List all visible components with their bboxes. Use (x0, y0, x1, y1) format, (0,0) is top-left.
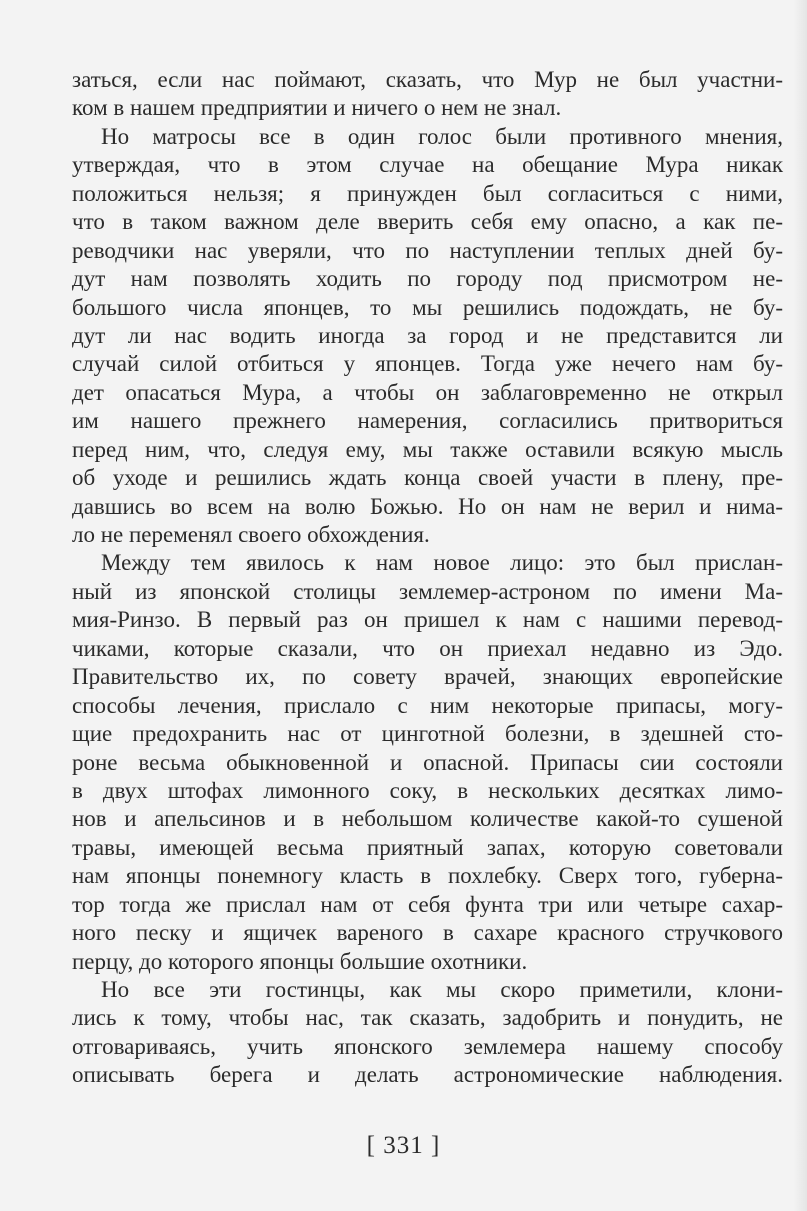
text-line: дут ли нас водить иногда за город и не представится ли (72, 322, 783, 348)
text-line: ного песку и ящичек вареного в сахаре красного стручкового (72, 920, 783, 946)
text-line: тор тогда же прислал нам от себя фунта три или четыре сахар- (72, 891, 783, 917)
paragraph (72, 976, 783, 1090)
text-line: перцу, до которого японцы большие охотники. (72, 948, 528, 974)
text-line: им нашего прежнего намерения, согласились притвориться (72, 408, 783, 434)
text-line: дет опасаться Мура, а чтобы он заблаговременно не открыл (72, 379, 783, 405)
text-line: в двух штофах лимонного соку, в нескольких десятках лимо- (72, 777, 783, 803)
paragraph (72, 549, 783, 976)
text-line: положиться нельзя; я принужден был согласиться с ними, (72, 180, 783, 206)
text-line: мия-Ринзо. В первый раз он пришел к нам с нашими перевод- (72, 607, 783, 633)
text-line: случай силой отбиться у японцев. Тогда уже нечего нам бу- (72, 351, 783, 377)
text-line: ный из японской столицы землемер-астроном по имени Ма- (72, 578, 783, 604)
text-line: способы лечения, прислало с ним некоторые припасы, могу- (72, 692, 783, 718)
text-line: нам японцы понемногу класть в похлебку. Сверх того, губерна- (72, 863, 783, 889)
text-line: ло не переменял своего обхождения. (72, 522, 430, 547)
text-line: описывать берега и делать астрономические наблюдения. (72, 1062, 783, 1088)
paragraph (72, 66, 783, 123)
text-line: роне весьма обыкновенной и опасной. Припасы сии состояли (72, 749, 783, 775)
paragraph (72, 123, 783, 550)
text-line: Но матросы все в один голос были противного мнения, (101, 123, 783, 149)
text-line: давшись во всем на волю Божью. Но он нам не верил и нима- (72, 493, 783, 519)
text-line: Между тем явилось к нам новое лицо: это был прислан- (101, 550, 783, 576)
text-line: чиками, которые сказали, что он приехал недавно из Эдо. (72, 635, 783, 661)
text-line: заться, если нас поймают, сказать, что Мур не был участни- (72, 67, 783, 92)
text-line: реводчики нас уверяли, что по наступлении теплых дней бу- (72, 237, 783, 263)
text-line: дут нам позволять ходить по городу под присмотром не- (72, 266, 783, 292)
text-line: Но все эти гостинцы, как мы скоро приметили, клони- (101, 977, 783, 1002)
text-line: утверждая, что в этом случае на обещание Мура никак (72, 152, 783, 178)
page-number: [ 331 ] (366, 1132, 441, 1159)
text-line: перед ним, что, следуя ему, мы также оставили всякую мысль (72, 436, 783, 462)
text-line: щие предохранить нас от цинготной болезни, в здешней сто- (72, 721, 783, 747)
text-line: ком в нашем предприятии и ничего о нем не знал. (72, 95, 562, 121)
text-line: Правительство их, по совету врачей, знающих европейские (72, 664, 783, 690)
text-line: что в таком важном деле вверить себя ему опасно, а как пе- (72, 209, 783, 235)
page-edge-shadow (793, 0, 807, 1211)
body-text (72, 66, 783, 1090)
text-line: об уходе и решились ждать конца своей участи в плену, пре- (72, 465, 783, 491)
text-line: нов и апельсинов и в небольшом количестве какой-то сушеной (72, 806, 783, 832)
text-line: отговариваясь, учить японского землемера нашему способу (72, 1033, 783, 1059)
text-line: большого числа японцев, то мы решились подождать, не бу- (72, 294, 783, 320)
text-line: лись к тому, чтобы нас, так сказать, задобрить и понудить, не (72, 1005, 783, 1031)
text-line: травы, имеющей весьма приятный запах, которую советовали (72, 834, 783, 860)
